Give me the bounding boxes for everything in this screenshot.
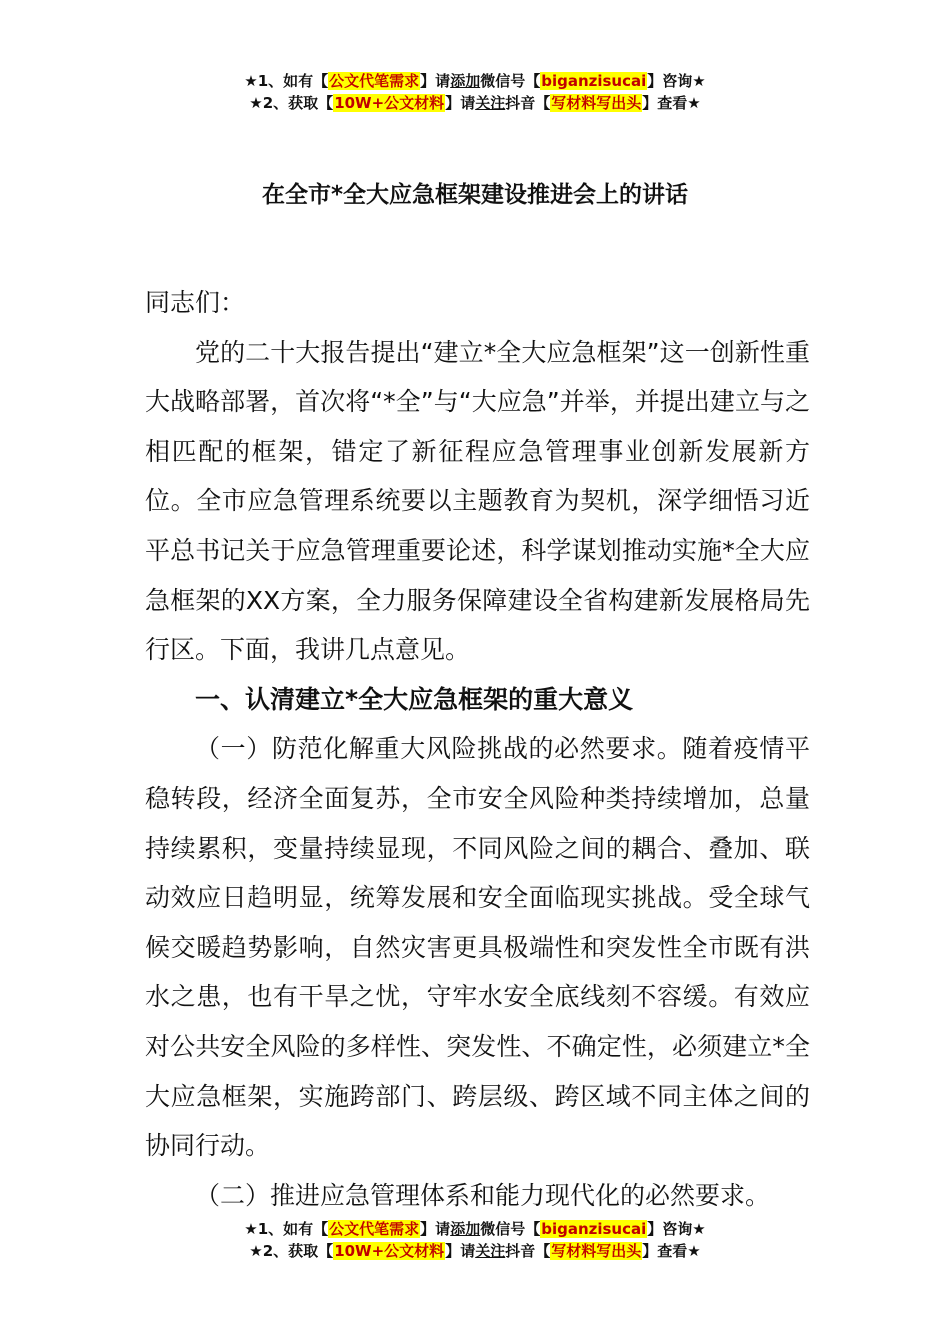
- banner-underlined: 关注: [475, 1242, 506, 1260]
- banner-text: 】请: [420, 72, 451, 90]
- banner-text: 微信号【: [480, 1220, 541, 1238]
- banner-highlight: 写材料写出头: [551, 94, 642, 112]
- paragraph-section-2: （二）推进应急管理体系和能力现代化的必然要求。: [195, 1180, 771, 1210]
- banner-text: 】咨询★: [647, 1220, 706, 1238]
- banner-text: ★1、如有【: [244, 1220, 329, 1238]
- banner-highlight: biganzisucai: [541, 72, 647, 90]
- banner-line-1: [0, 1218, 950, 1240]
- banner-text: 】请: [445, 94, 476, 112]
- section-heading: 一、认清建立*全大应急框架的重大意义: [195, 684, 634, 714]
- banner-text: 】请: [445, 1242, 476, 1260]
- banner-line-2: [0, 92, 950, 114]
- paragraph-section-1: （一）防范化解重大风险挑战的必然要求。随着疫情平稳转段，经济全面复苏，全市安全风险种类持续增加，总量持续累积，变量持续显现，不同风险之间的耦合、叠加、联动效应日趋明显，统筹发展和安全面临现实挑战。受全球气候交暖趋势影响，自然灾害更具极端性和突发性全市既有洪水之患，也有干旱之忧，守牢水安全底线刻不容缓。有效应对公共安全风险的多样性、突发性、不确定性，必须建立*全大应急框架，实施跨部门、跨层级、跨区域不同主体之间的协同行动。: [145, 734, 810, 1161]
- paragraph-intro: 党的二十大报告提出“建立*全大应急框架”这一创新性重大战略部署，首次将“*全”与“大应急”并举，并提出建立与之相匹配的框架，错定了新征程应急管理事业创新发展新方位。全市应急管理系统要以主题教育为契机，深学细悟习近平总书记关于应急管理重要论述，科学谋划推动实施*全大应急框架的XX方案，全力服务保障建设全省构建新发展格局先行区。下面，我讲几点意见。: [145, 337, 810, 665]
- banner-underlined: 添加: [450, 72, 481, 90]
- banner-text: 】查看★: [642, 94, 701, 112]
- banner-text: 】咨询★: [647, 72, 706, 90]
- banner-text: 抖音【: [505, 94, 551, 112]
- top-banner: [0, 70, 950, 114]
- banner-highlight: 10W+公文材料: [334, 1242, 445, 1260]
- banner-highlight: 写材料写出头: [551, 1242, 642, 1260]
- banner-highlight: biganzisucai: [541, 1220, 647, 1238]
- banner-text: ★2、获取【: [249, 94, 334, 112]
- banner-text: 】请: [420, 1220, 451, 1238]
- banner-text: ★1、如有【: [244, 72, 329, 90]
- banner-text: 】查看★: [642, 1242, 701, 1260]
- banner-text: 微信号【: [480, 72, 541, 90]
- banner-highlight: 公文代笔需求: [329, 72, 420, 90]
- banner-underlined: 添加: [450, 1220, 481, 1238]
- banner-underlined: 关注: [475, 94, 506, 112]
- bottom-banner: [0, 1218, 950, 1262]
- banner-highlight: 10W+公文材料: [334, 94, 445, 112]
- banner-line-2: [0, 1240, 950, 1262]
- banner-line-1: [0, 70, 950, 92]
- banner-text: 抖音【: [505, 1242, 551, 1260]
- banner-text: ★2、获取【: [249, 1242, 334, 1260]
- document-body: [145, 278, 810, 1220]
- salutation: 同志们：: [145, 288, 246, 317]
- document-title: 在全市*全大应急框架建设推进会上的讲话: [261, 182, 689, 208]
- banner-highlight: 公文代笔需求: [329, 1220, 420, 1238]
